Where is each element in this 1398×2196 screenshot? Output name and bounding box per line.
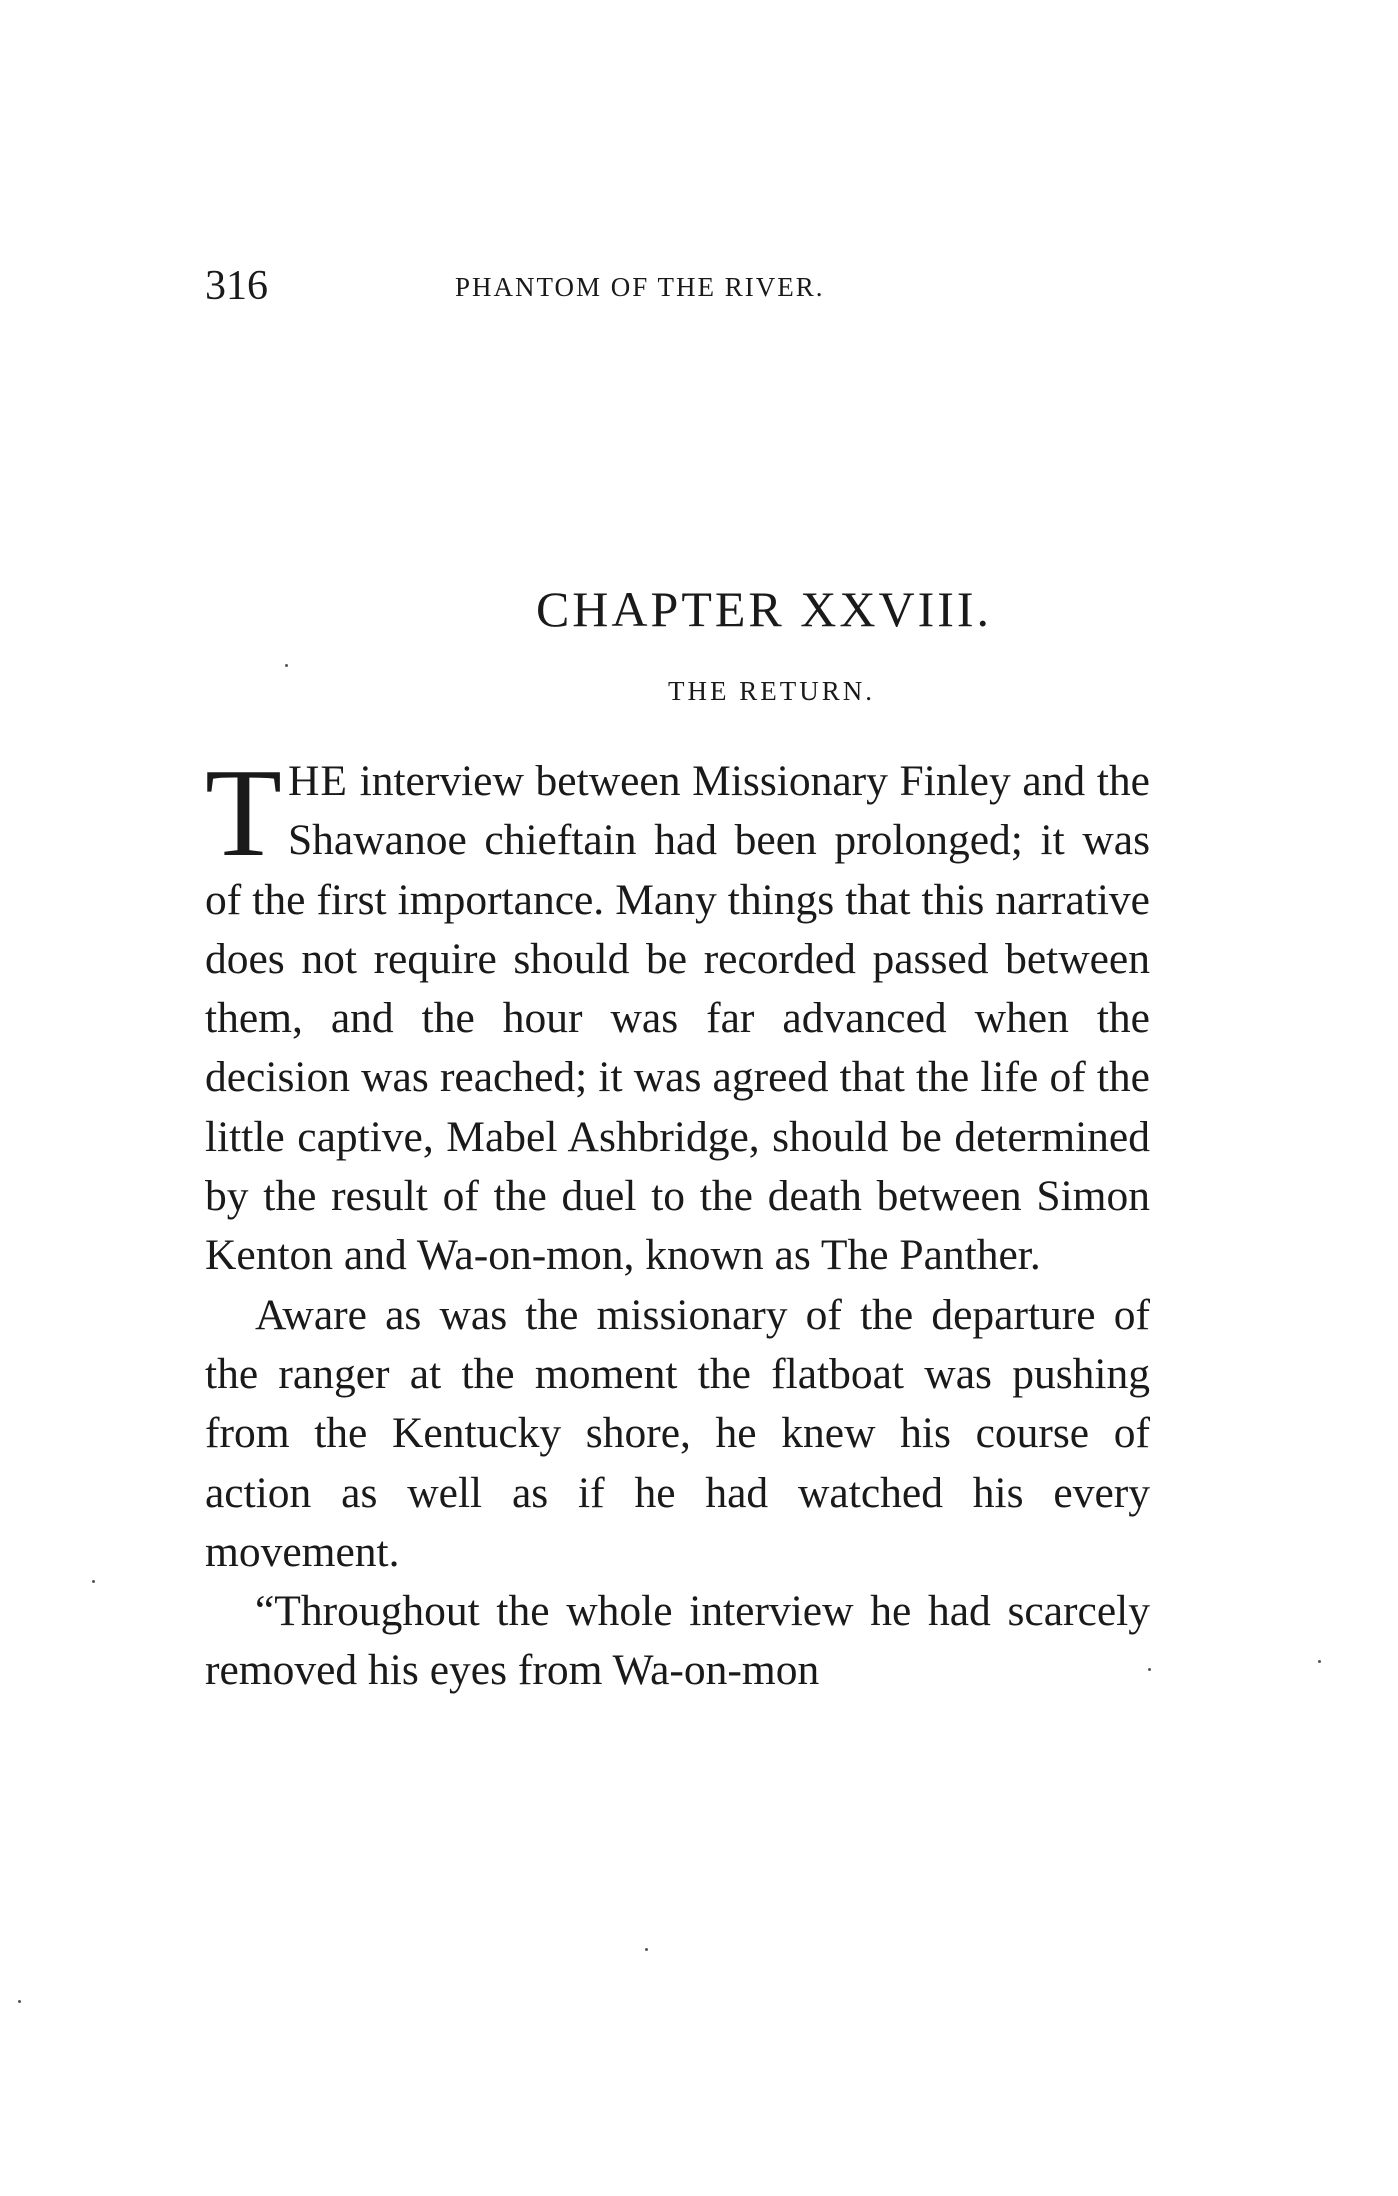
page-number: 316 [205,263,268,309]
drop-cap: T [205,744,282,883]
scan-speck [285,664,288,667]
scan-speck [1318,1660,1321,1663]
paragraph-3: “Throughout the whole interview he had scarcely removed his eyes from Wa-on-mon [205,1587,1150,1695]
paragraph-2: Aware as was the missionary of the departure of the ranger at the moment the flatboat was pushing from the Kentucky shore, he knew his course of action as well as if he had watched his every movement. [205,1290,1150,1576]
scan-speck [18,2000,21,2003]
chapter-subtitle: THE RETURN. [668,676,875,706]
scan-speck [1148,1668,1151,1671]
running-head [205,262,1205,312]
paragraph-1-text: interview between Missionary Finley and the Shawanoe chieftain had been prolonged; it was of the first importance. Many things that this narrative does not require should be recorded passed between them, and the hour was far advanced when the decision was reached; it was agreed that the life of the little captive, Mabel Ashbridge, should be determined by the result of the duel to the death between Simon Kenton and Wa-on-mon, known as The Panther. [205,757,1150,1280]
body-text [205,744,1150,1701]
paragraph-1 [205,744,1150,1286]
chapter-title: CHAPTER XXVIII. [535,581,993,637]
scan-speck [92,1580,95,1583]
running-title: PHANTOM OF THE RIVER. [455,272,825,302]
opening-caps: HE [287,757,348,805]
scan-speck [645,1948,648,1951]
